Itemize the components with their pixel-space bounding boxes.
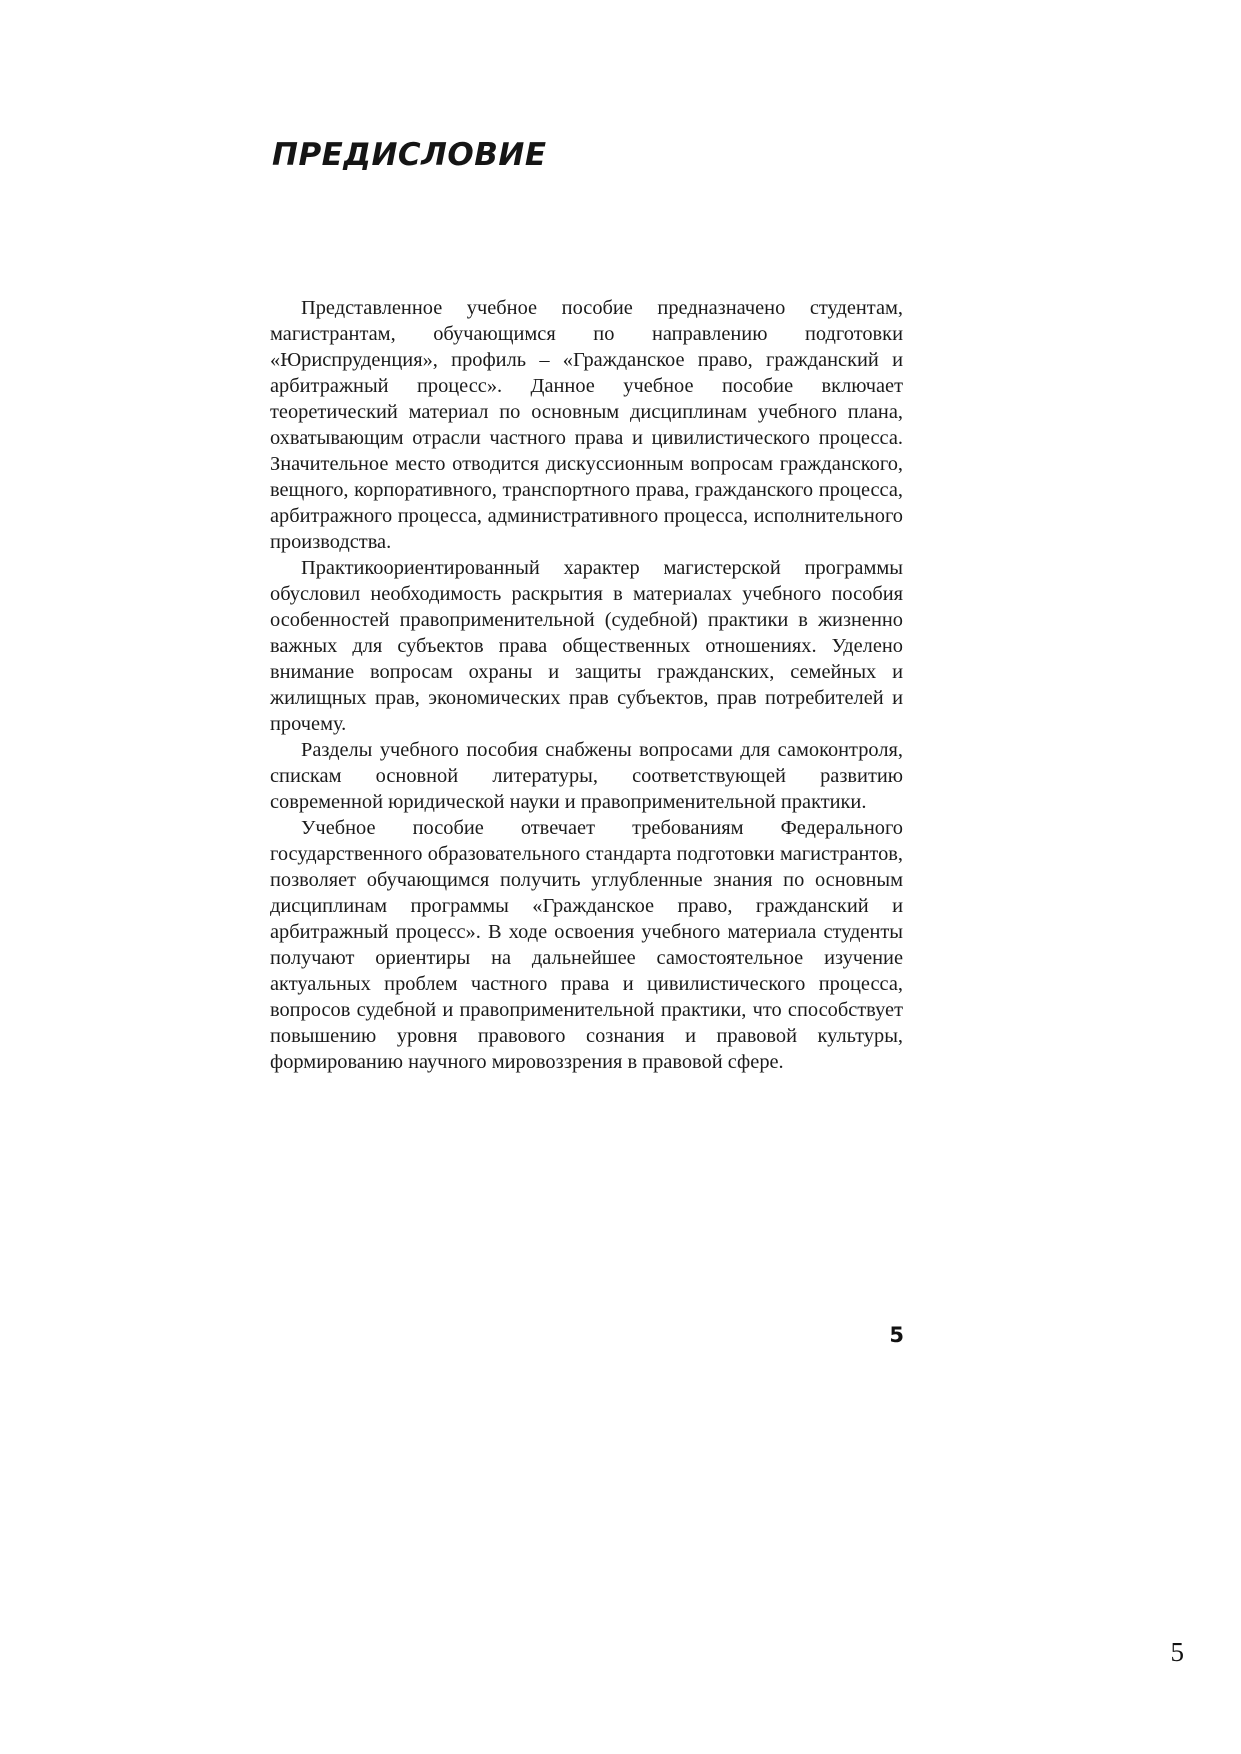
paragraph-2: Практикоориентированный характер магистерской программы обусловил необходимость раскрытия в материалах учебного пособия особенностей правоприменительной (судебной) практики в жизненно важных для субъектов права общественных отношениях. Уделено внимание вопросам охраны и защиты гражданских, семейных и жилищных прав, экономических прав субъектов, прав потребителей и прочему. <box>270 557 903 735</box>
book-page-number: 5 <box>889 1323 904 1347</box>
paragraph-1: Представленное учебное пособие предназначено студентам, магистрантам, обучающимся по направлению подготовки «Юриспруденция», профиль – «Гражданское право, гражданский и арбитражный процесс». Данное учебное пособие включает теоретический материал по основным дисциплинам учебного плана, охватывающим отрасли частного права и цивилистического процесса. Значительное место отводится дискуссионным вопросам гражданского, вещного, корпоративного, транспортного права, гражданского процесса, арбитражного процесса, административного процесса, исполнительного производства. <box>270 297 903 553</box>
page-title: ПРЕДИСЛОВИЕ <box>272 137 547 173</box>
scan-page-number: 5 <box>1170 1637 1184 1667</box>
paragraph-4: Учебное пособие отвечает требованиям Федерального государственного образовательного стандарта подготовки магистрантов, позволяет обучающимся получить углубленные знания по основным дисциплинам программы «Гражданское право, гражданский и арбитражный процесс». В ходе освоения учебного материала студенты получают ориентиры на дальнейшее самостоятельное изучение актуальных проблем частного права и цивилистического процесса, вопросов судебной и правоприменительной практики, что способствует повышению уровня правового сознания и правовой культуры, формированию научного мировоззрения в правовой сфере. <box>270 817 903 1073</box>
preface-body <box>270 295 903 1075</box>
paragraph-3: Разделы учебного пособия снабжены вопросами для самоконтроля, спискам основной литературы, соответствующей развитию современной юридической науки и правоприменительной практики. <box>270 739 903 813</box>
